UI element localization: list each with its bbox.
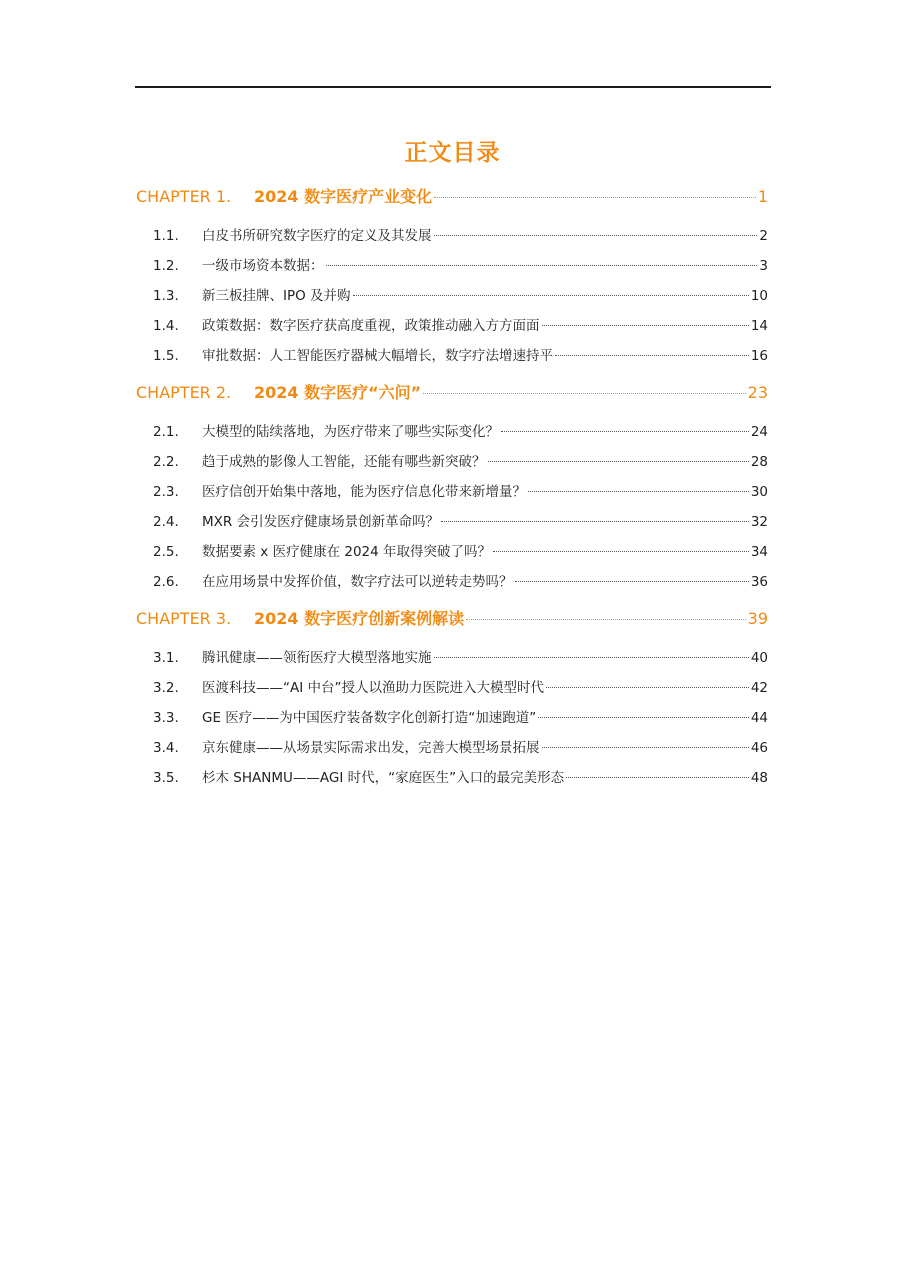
dot-leader: [326, 265, 758, 266]
section-page-number: 44: [750, 710, 768, 726]
dot-leader: [501, 431, 749, 432]
section-page-number: 24: [750, 424, 768, 440]
toc-section-entry[interactable]: [136, 314, 768, 344]
section-page-number: 16: [750, 348, 768, 364]
section-page-number: 10: [750, 288, 768, 304]
toc-section-entry[interactable]: [136, 706, 768, 736]
section-page-number: 34: [750, 544, 768, 560]
dot-leader: [423, 393, 746, 394]
dot-leader: [555, 355, 749, 356]
section-number: 3.1.: [153, 650, 179, 666]
dot-leader: [488, 461, 749, 462]
toc-chapter-entry[interactable]: [136, 380, 768, 410]
section-title: 医渡科技——“AI 中台”授人以渔助力医院进入大模型时代: [202, 680, 544, 696]
section-title: MXR 会引发医疗健康场景创新革命吗？: [202, 514, 440, 530]
section-number: 3.4.: [153, 740, 179, 756]
toc-title: 正文目录: [404, 140, 501, 166]
chapter-title: 2024 数字医疗产业变化: [254, 187, 433, 206]
chapter-number: CHAPTER 1.: [136, 187, 232, 206]
section-title: 审批数据：人工智能医疗器械大幅增长，数字疗法增速持平: [202, 348, 553, 364]
chapter-page-number: 39: [747, 609, 768, 628]
section-number: 2.3.: [153, 484, 179, 500]
section-number: 1.3.: [153, 288, 179, 304]
toc-section-entry[interactable]: [136, 420, 768, 450]
toc-section-entry[interactable]: [136, 254, 768, 284]
dot-leader: [546, 687, 749, 688]
section-title: 白皮书所研究数字医疗的定义及其发展: [202, 228, 432, 244]
section-title: 新三板挂牌、IPO 及并购: [202, 288, 351, 304]
toc-chapter-entry[interactable]: [136, 606, 768, 636]
dot-leader: [434, 657, 749, 658]
section-title: 政策数据：数字医疗获高度重视，政策推动融入方方面面: [202, 318, 540, 334]
dot-leader: [466, 619, 746, 620]
section-page-number: 40: [750, 650, 768, 666]
section-number: 3.3.: [153, 710, 179, 726]
toc-section-entry[interactable]: [136, 284, 768, 314]
dot-leader: [542, 325, 749, 326]
section-page-number: 30: [750, 484, 768, 500]
chapter-title: 2024 数字医疗创新案例解读: [254, 609, 465, 628]
section-page-number: 28: [750, 454, 768, 470]
section-page-number: 2: [759, 228, 768, 244]
toc-section-entry[interactable]: [136, 646, 768, 676]
toc-section-entry[interactable]: [136, 676, 768, 706]
section-number: 2.1.: [153, 424, 179, 440]
dot-leader: [515, 581, 749, 582]
section-page-number: 3: [759, 258, 768, 274]
chapter-number: CHAPTER 3.: [136, 609, 232, 628]
section-number: 2.2.: [153, 454, 179, 470]
toc-section-entry[interactable]: [136, 450, 768, 480]
section-number: 2.6.: [153, 574, 179, 590]
header-rule: [135, 86, 771, 88]
dot-leader: [493, 551, 749, 552]
section-title: 杉木 SHANMU——AGI 时代，“家庭医生”入口的最完美形态: [202, 770, 565, 786]
section-title: 医疗信创开始集中落地，能为医疗信息化带来新增量？: [202, 484, 526, 500]
section-title: 在应用场景中发挥价值，数字疗法可以逆转走势吗？: [202, 574, 513, 590]
toc-section-entry[interactable]: [136, 766, 768, 796]
dot-leader: [434, 235, 758, 236]
chapter-number: CHAPTER 2.: [136, 383, 232, 402]
section-title: 大模型的陆续落地，为医疗带来了哪些实际变化？: [202, 424, 499, 440]
section-number: 3.2.: [153, 680, 179, 696]
section-number: 1.5.: [153, 348, 179, 364]
dot-leader: [353, 295, 749, 296]
toc-chapter-entry[interactable]: [136, 184, 768, 214]
section-title: 趋于成熟的影像人工智能，还能有哪些新突破？: [202, 454, 486, 470]
toc-section-entry[interactable]: [136, 540, 768, 570]
section-page-number: 42: [750, 680, 768, 696]
chapter-page-number: 1: [757, 187, 768, 206]
toc-section-entry[interactable]: [136, 510, 768, 540]
section-page-number: 36: [750, 574, 768, 590]
section-title: 腾讯健康——领衔医疗大模型落地实施: [202, 650, 432, 666]
section-number: 2.4.: [153, 514, 179, 530]
section-title: GE 医疗——为中国医疗装备数字化创新打造“加速跑道”: [202, 710, 537, 726]
section-title: 京东健康——从场景实际需求出发，完善大模型场景拓展: [202, 740, 540, 756]
dot-leader: [538, 717, 749, 718]
section-page-number: 48: [750, 770, 768, 786]
chapter-page-number: 23: [747, 383, 768, 402]
toc-section-entry[interactable]: [136, 480, 768, 510]
section-number: 1.1.: [153, 228, 179, 244]
section-title: 一级市场资本数据：: [202, 258, 324, 274]
dot-leader: [542, 747, 749, 748]
table-of-contents: [136, 184, 768, 802]
section-number: 2.5.: [153, 544, 179, 560]
section-number: 1.2.: [153, 258, 179, 274]
section-number: 3.5.: [153, 770, 179, 786]
section-number: 1.4.: [153, 318, 179, 334]
chapter-title: 2024 数字医疗“六问”: [254, 383, 422, 402]
dot-leader: [566, 777, 749, 778]
section-page-number: 46: [750, 740, 768, 756]
dot-leader: [528, 491, 749, 492]
toc-section-entry[interactable]: [136, 344, 768, 374]
toc-section-entry[interactable]: [136, 224, 768, 254]
toc-section-entry[interactable]: [136, 736, 768, 766]
dot-leader: [434, 197, 756, 198]
section-page-number: 14: [750, 318, 768, 334]
section-title: 数据要素 x 医疗健康在 2024 年取得突破了吗？: [202, 544, 492, 560]
toc-section-entry[interactable]: [136, 570, 768, 600]
section-page-number: 32: [750, 514, 768, 530]
dot-leader: [441, 521, 749, 522]
